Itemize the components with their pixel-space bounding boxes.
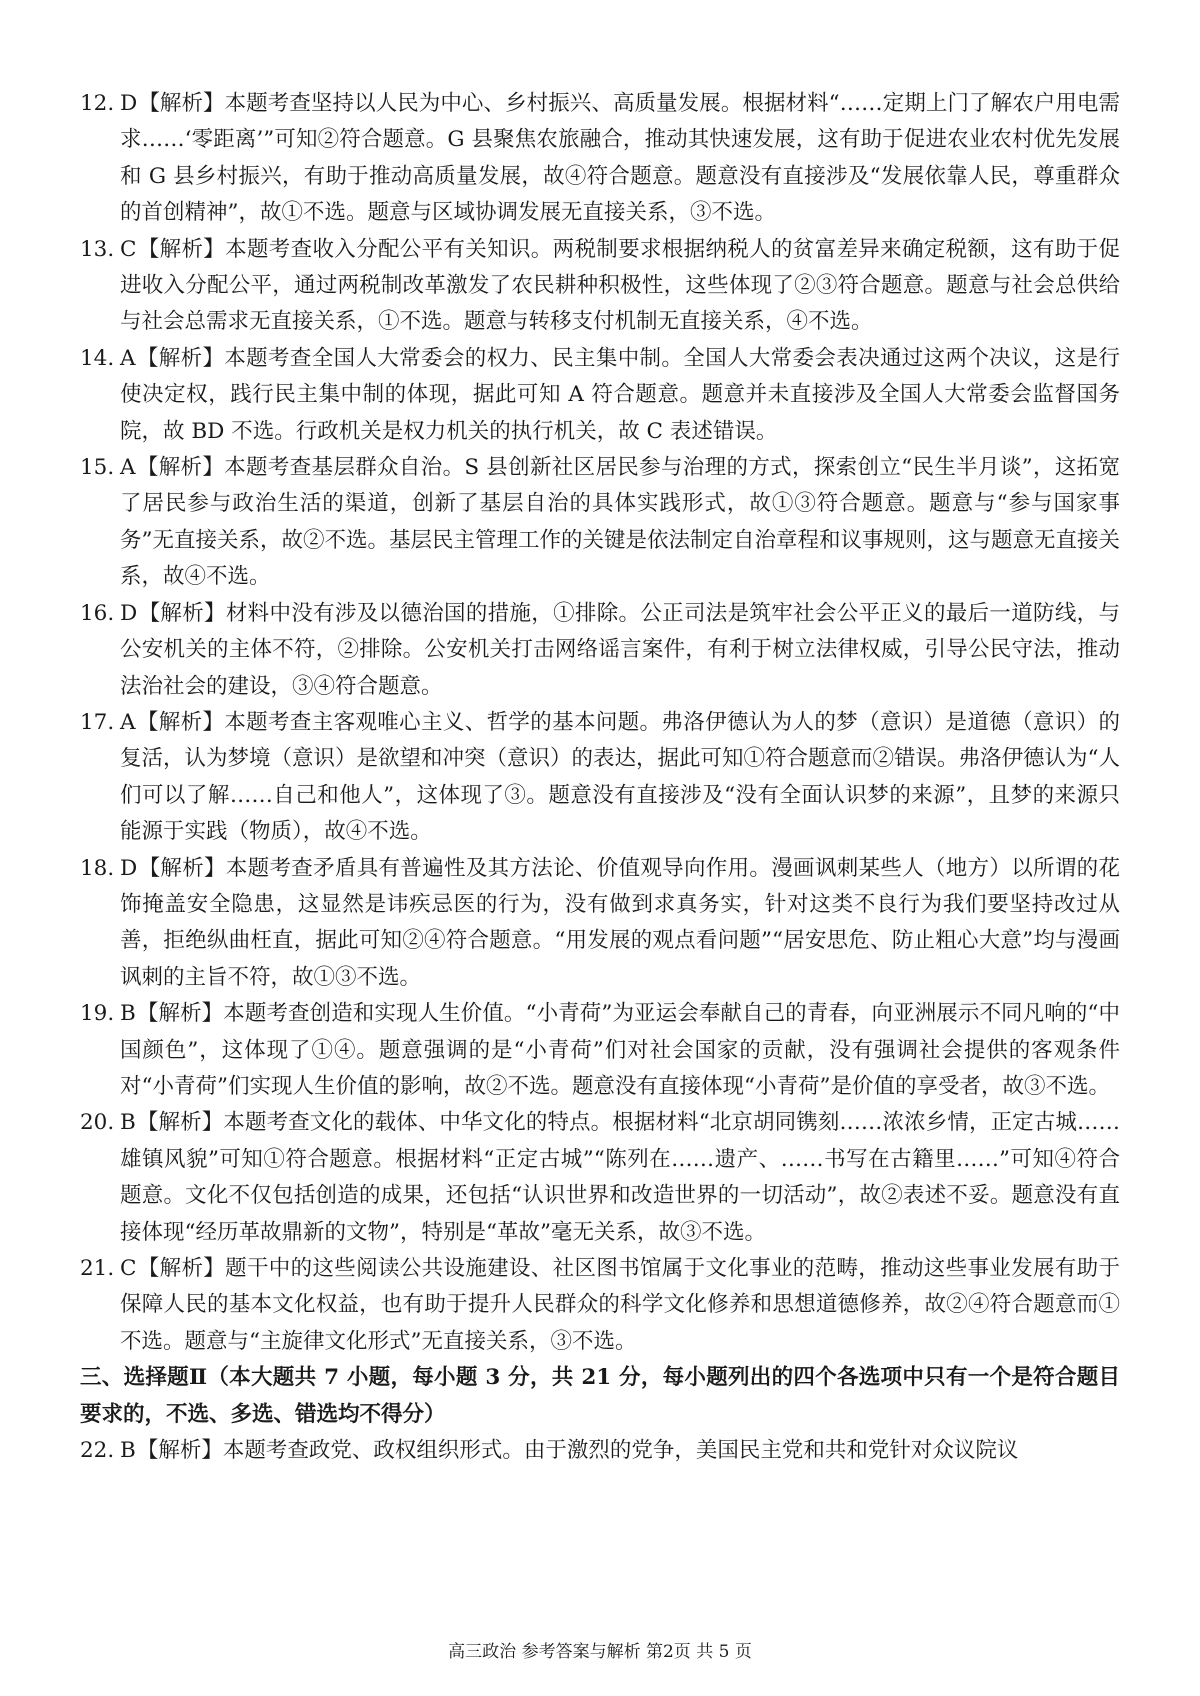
item-tag: 【解析】 (136, 1110, 224, 1136)
item-body (120, 996, 1120, 1105)
item-number: 22. (80, 1438, 115, 1464)
item-tag: 【解析】 (138, 91, 225, 116)
item-text: 本题考查主客观唯心主义、哲学的基本问题。弗洛伊德认为人的梦（意识）是道德（意识）的复活，认为梦境（意识）是欲望和冲突（意识）的表达，据此可知①符合题意而②错误。弗洛伊德认为“人们可以了解……自己和他人”，这体现了③。题意没有直接涉及“没有全面认识梦的来源”，且梦的来源只能源于实践（物质），故④不选。 (120, 709, 1120, 845)
item-tag: 【解析】 (136, 345, 225, 371)
item-number: 17. (80, 709, 115, 735)
item-number: 13. (80, 236, 115, 262)
item-tag: 【解析】 (137, 236, 226, 262)
item-answer: A (120, 455, 136, 481)
item-answer: A (120, 709, 136, 735)
answer-item (80, 1105, 1120, 1251)
answer-item (80, 1251, 1120, 1360)
item-body (120, 1105, 1120, 1251)
item-tag: 【解析】 (136, 1438, 223, 1464)
item-tag: 【解析】 (137, 1256, 226, 1281)
answer-item (80, 705, 1120, 851)
item-tag: 【解析】 (136, 709, 225, 735)
item-tag: 【解析】 (136, 455, 225, 481)
item-body (120, 232, 1120, 341)
item-number: 14. (80, 345, 115, 371)
item-body (120, 1251, 1120, 1360)
answer-item (80, 851, 1120, 997)
item-tag: 【解析】 (138, 855, 226, 881)
item-number: 16. (80, 600, 115, 626)
answer-explanations (80, 86, 1120, 1469)
item-body (120, 86, 1120, 232)
answer-item (80, 232, 1120, 341)
item-body (120, 705, 1120, 851)
item-body (120, 851, 1120, 997)
item-answer: B (120, 1438, 136, 1464)
item-number: 19. (80, 1001, 115, 1027)
answer-item (80, 341, 1120, 450)
item-text: 本题考查政党、政权组织形式。由于激烈的党争，美国民主党和共和党针对众议院议 (222, 1438, 1019, 1464)
item-number: 18. (80, 855, 115, 881)
answer-item (80, 450, 1120, 596)
item-body (120, 341, 1120, 450)
item-tag: 【解析】 (136, 1001, 224, 1027)
item-text: 本题考查收入分配公平有关知识。两税制要求根据纳税人的贫富差异来确定税额，这有助于促进收入分配公平，通过两税制改革激发了农民耕种积极性，这些体现了②③符合题意。题意与社会总供给与社会总需求无直接关系，①不选。题意与转移支付机制无直接关系，④不选。 (120, 236, 1120, 335)
item-answer: B (120, 1001, 136, 1027)
page-footer: 高三政治 参考答案与解析 第2页 共 5 页 (448, 1642, 752, 1662)
items-list (80, 86, 1120, 1360)
item-answer: D (120, 600, 138, 626)
item-text: 本题考查文化的载体、中华文化的特点。根据材料“北京胡同镌刻……浓浓乡情，正定古城……雄镇风貌”可知①符合题意。根据材料“正定古城”“陈列在……遗产、……书写在古籍里……”可知④符合题意。文化不仅包括创造的成果，还包括“认识世界和改造世界的一切活动”，故②表述不妥。题意没有直接体现“经历革故鼎新的文物”，特别是“革故”毫无关系，故③不选。 (120, 1110, 1120, 1245)
item-body (120, 450, 1120, 596)
item-text: 材料中没有涉及以德治国的措施，①排除。公正司法是筑牢社会公平正义的最后一道防线，与公安机关的主体不符，②排除。公安机关打击网络谣言案件，有利于树立法律权威，引导公民守法，推动法治社会的建设，③④符合题意。 (120, 600, 1120, 699)
item-body (120, 596, 1120, 705)
item-text: 本题考查全国人大常委会的权力、民主集中制。全国人大常委会表决通过这两个决议，这是行使决定权，践行民主集中制的体现，据此可知 A 符合题意。题意并未直接涉及全国人大常委会监督国务院，故 BD 不选。行政机关是权力机关的执行机关，故 C 表述错误。 (120, 345, 1120, 444)
item-text: 题干中的这些阅读公共设施建设、社区图书馆属于文化事业的范畴，推动这些事业发展有助于保障人民的基本文化权益，也有助于提升人民群众的科学文化修养和思想道德修养，故②④符合题意而①不选。题意与“主旋律文化形式”无直接关系，③不选。 (120, 1256, 1120, 1354)
item-number: 15. (80, 455, 115, 481)
item-number: 12. (80, 91, 115, 116)
answer-item (80, 1433, 1120, 1469)
item-answer: A (120, 345, 136, 371)
section-heading-3: 三、选择题Ⅱ（本大题共 7 小题，每小题 3 分，共 21 分，每小题列出的四个各选项中只有一个是符合题目要求的，不选、多选、错选均不得分） (80, 1365, 1120, 1427)
item-text: 本题考查基层群众自治。S 县创新社区居民参与治理的方式，探索创立“民生半月谈”，这拓宽了居民参与政治生活的渠道，创新了基层自治的具体实践形式，故①③符合题意。题意与“参与国家事务”无直接关系，故②不选。基层民主管理工作的关键是依法制定自治章程和议事规则，这与题意无直接关系，故④不选。 (120, 455, 1120, 590)
item-number: 21. (80, 1256, 115, 1281)
item-answer: D (120, 91, 138, 116)
answer-item (80, 596, 1120, 705)
answer-item (80, 996, 1120, 1105)
item-tag: 【解析】 (138, 600, 226, 626)
item-text: 本题考查矛盾具有普遍性及其方法论、价值观导向作用。漫画讽刺某些人（地方）以所谓的花饰掩盖安全隐患，这显然是讳疾忌医的行为，没有做到求真务实，针对这类不良行为我们要坚持改过从善，拒绝纵曲枉直，据此可知②④符合题意。“用发展的观点看问题”“居安思危、防止粗心大意”均与漫画讽刺的主旨不符，故①③不选。 (120, 855, 1120, 990)
item-text: 本题考查创造和实现人生价值。“小青荷”为亚运会奉献自己的青春，向亚洲展示不同凡响的“中国颜色”，这体现了①④。题意强调的是“小青荷”们对社会国家的贡献，没有强调社会提供的客观条件对“小青荷”们实现人生价值的影响，故②不选。题意没有直接体现“小青荷”是价值的享受者，故③不选。 (120, 1001, 1120, 1099)
answer-item (80, 86, 1120, 232)
item-answer: D (120, 855, 138, 881)
item-answer: C (120, 1256, 137, 1281)
item-number: 20. (80, 1110, 115, 1136)
item-body (120, 1433, 1120, 1469)
item-answer: C (120, 236, 137, 262)
item-text: 本题考查坚持以人民为中心、乡村振兴、高质量发展。根据材料“……定期上门了解农户用电需求……‘零距离’”可知②符合题意。G 县聚焦农旅融合，推动其快速发展，这有助于促进农业农村优先发展和 G 县乡村振兴，有助于推动高质量发展，故④符合题意。题意没有直接涉及“发展依靠人民，尊重群众的首创精神”，故①不选。题意与区域协调发展无直接关系，③不选。 (120, 91, 1120, 226)
item-answer: B (120, 1110, 136, 1136)
